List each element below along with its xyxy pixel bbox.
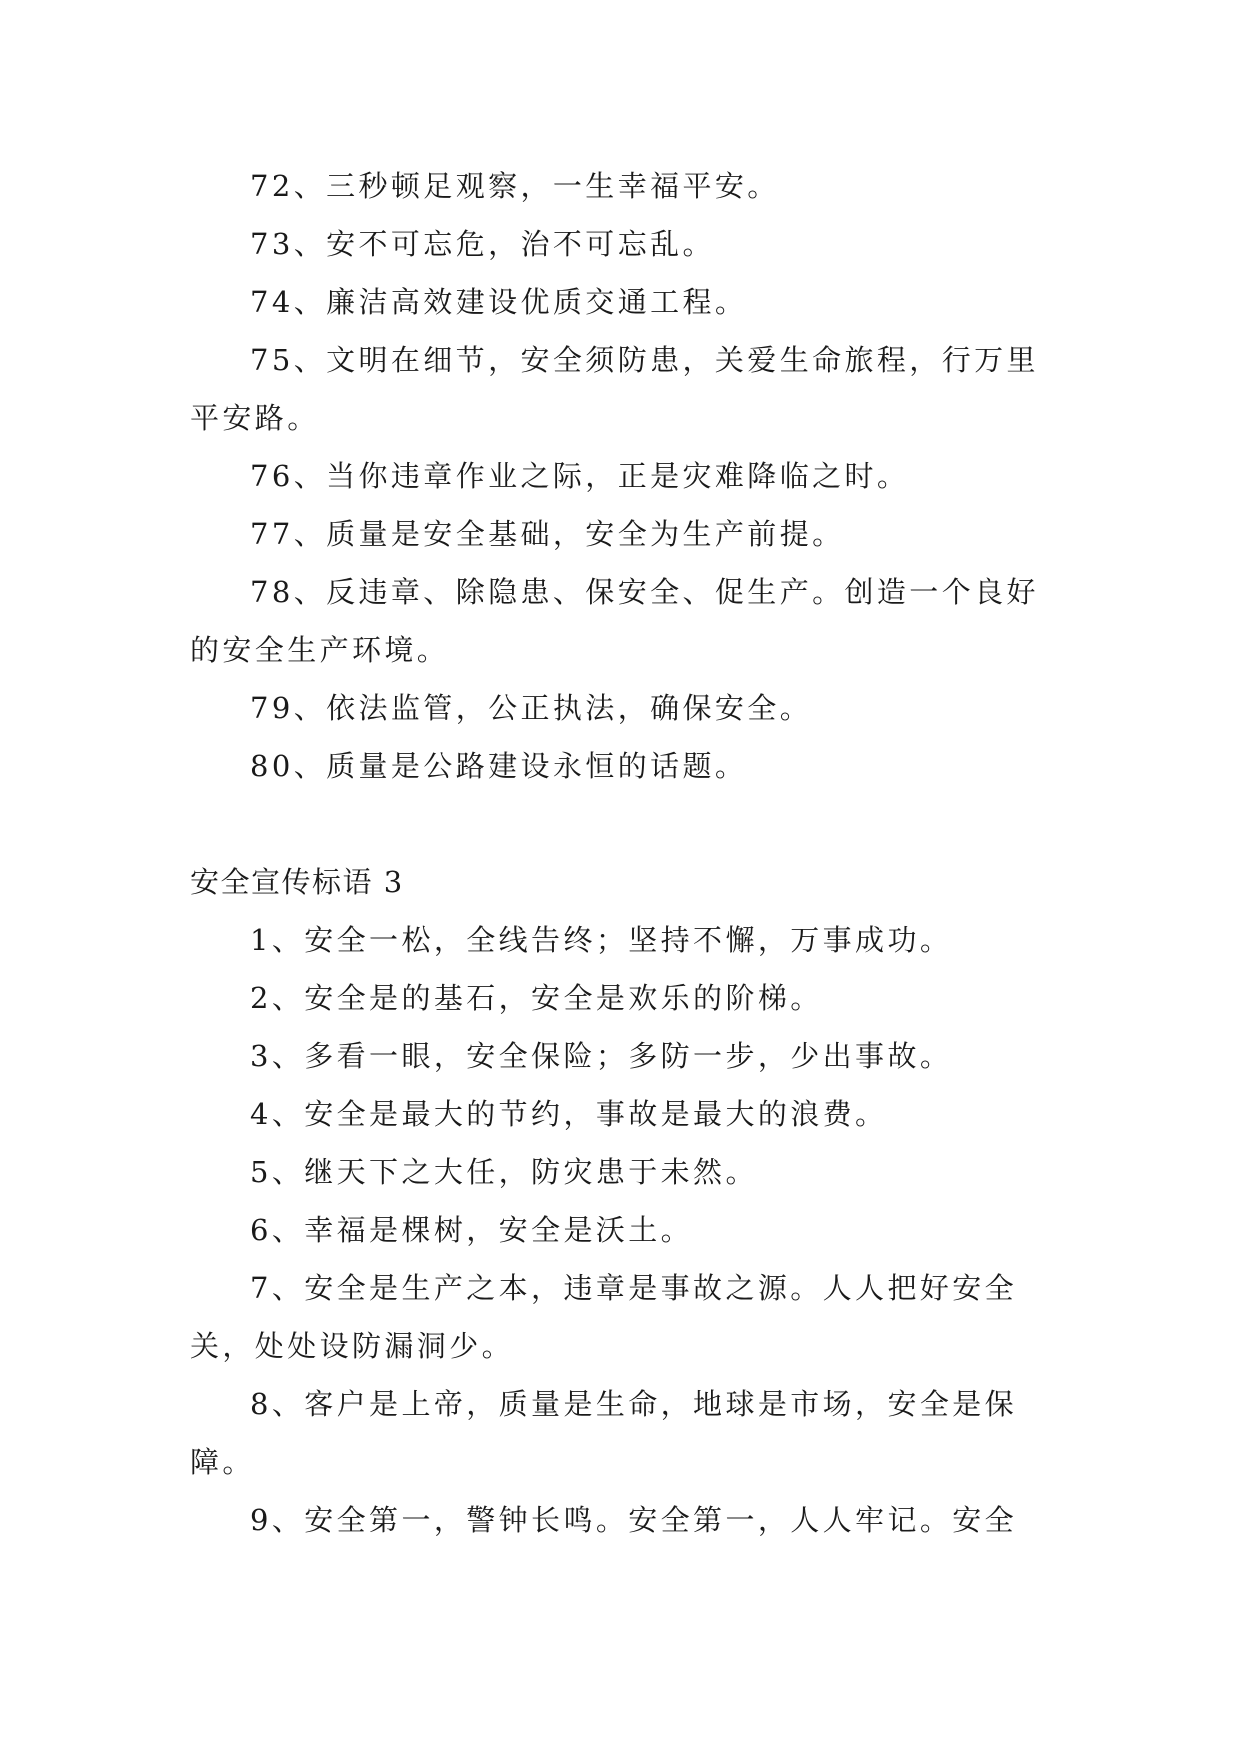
slogan-7: 7、安全是生产之本，违章是事故之源。人人把好安全 [250,1271,1018,1305]
slogan-4: 4、安全是最大的节约，事故是最大的浪费。 [250,1097,888,1131]
slogan-74: 74、廉洁高效建设优质交通工程。 [250,285,748,319]
slogan-9: 9、安全第一，警钟长鸣。安全第一，人人牢记。安全 [250,1503,1018,1537]
slogan-78-continuation: 的安全生产环境。 [190,633,450,667]
slogan-76: 76、当你违章作业之际，正是灾难降临之时。 [250,459,910,493]
slogan-73: 73、安不可忘危，治不可忘乱。 [250,227,715,261]
slogan-2: 2、安全是的基石，安全是欢乐的阶梯。 [250,981,823,1015]
slogan-1: 1、安全一松，全线告终；坚持不懈，万事成功。 [250,923,953,957]
slogan-77: 77、质量是安全基础，安全为生产前提。 [250,517,845,551]
slogan-8-continuation: 障。 [190,1445,255,1479]
slogan-6: 6、幸福是棵树，安全是沃土。 [250,1213,694,1247]
slogan-7-continuation: 关，处处设防漏洞少。 [190,1329,515,1363]
slogan-79: 79、依法监管，公正执法，确保安全。 [250,691,813,725]
section-heading: 安全宣传标语 3 [190,865,404,899]
slogan-5: 5、继天下之大任，防灾患于未然。 [250,1155,758,1189]
slogan-72: 72、三秒顿足观察，一生幸福平安。 [250,169,780,203]
slogan-3: 3、多看一眼，安全保险；多防一步，少出事故。 [250,1039,953,1073]
slogan-80: 80、质量是公路建设永恒的话题。 [250,749,748,783]
slogan-75: 75、文明在细节，安全须防患，关爱生命旅程，行万里 [250,343,1039,377]
slogan-75-continuation: 平安路。 [190,401,320,435]
slogan-8: 8、客户是上帝，质量是生命，地球是市场，安全是保 [250,1387,1018,1421]
slogan-78: 78、反违章、除隐患、保安全、促生产。创造一个良好 [250,575,1039,609]
